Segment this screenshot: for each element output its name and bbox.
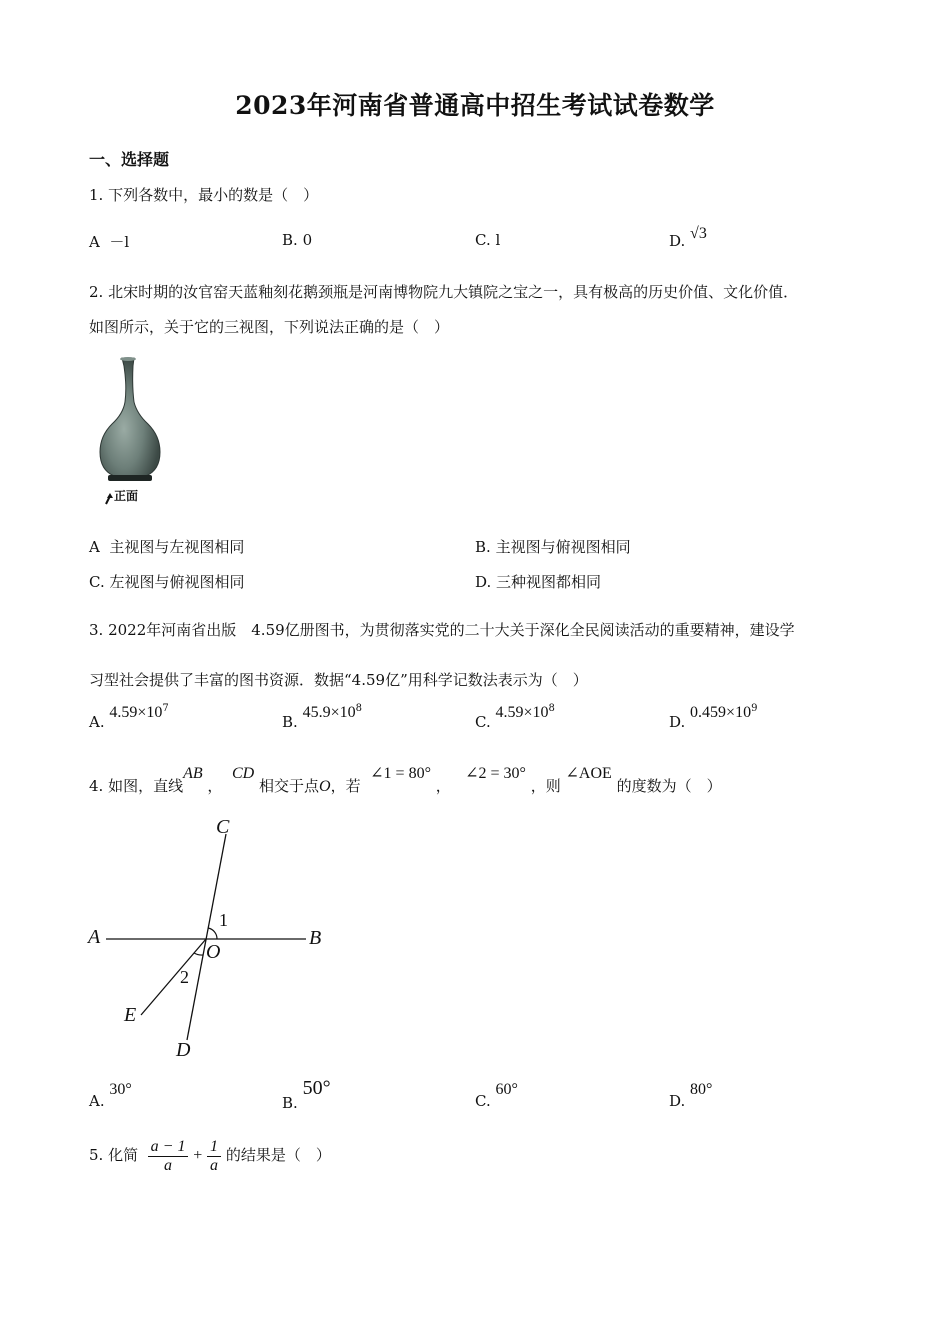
q4-text: ，则 (530, 777, 561, 795)
q2-option-d (475, 571, 601, 592)
option-value: l (495, 231, 501, 249)
q3-option-a (89, 703, 169, 731)
option-label: A (89, 233, 100, 251)
q3-option-b (282, 703, 362, 731)
option-exponent: 8 (355, 703, 362, 714)
q2-option-a (89, 536, 244, 557)
q4-line-cd: CD (231, 765, 255, 782)
q4-line-ab: AB (183, 765, 203, 782)
option-exponent: 8 (548, 703, 555, 714)
vase-illustration (96, 356, 166, 506)
fraction-2 (207, 1138, 221, 1174)
question-4-stem (89, 762, 722, 795)
option-label: C. (89, 573, 105, 591)
page-title: 2023年河南省普通高中招生考试试卷数学 (235, 91, 715, 120)
option-value: 80° (690, 1081, 713, 1098)
fraction-2-numerator: 1 (207, 1138, 221, 1157)
option-label: A. (89, 713, 105, 731)
question-2-line-2: 如图所示，关于它的三视图，下列说法正确的是（ ） (89, 318, 450, 336)
angle-1-arc (208, 928, 217, 939)
plus-sign: + (193, 1147, 203, 1165)
option-label: B. (475, 538, 491, 556)
option-label: B. (282, 713, 298, 731)
fraction-2-denominator: a (210, 1156, 219, 1174)
label-b: B (309, 927, 322, 949)
angle-2-arc (194, 953, 203, 955)
option-exponent: 9 (751, 703, 758, 714)
label-c: C (216, 816, 230, 838)
question-5-stem (89, 1138, 331, 1174)
option-label: C. (475, 231, 491, 249)
option-base: 45.9×10 (302, 704, 356, 721)
q4-suffix: 的度数为（ ） (616, 777, 722, 795)
option-label: B. (282, 231, 298, 249)
fraction-1 (148, 1138, 189, 1174)
option-base: 4.59×10 (109, 704, 163, 721)
question-3-line-1: 3. 2022年河南省出版 4.59亿册图书，为贯彻落实党的二十大关于深化全民阅读活动的重要精神，建设学 (89, 621, 795, 639)
q4-angle-1: ∠1 = 80° (370, 765, 431, 782)
q2-option-c (89, 571, 245, 592)
q4-text: ，若 (330, 777, 361, 795)
q4-option-a (89, 1080, 132, 1110)
option-label: A. (89, 1092, 105, 1110)
option-value: 60° (495, 1081, 518, 1098)
label-o: O (206, 941, 221, 963)
option-value: 左视图与俯视图相同 (109, 573, 245, 591)
label-angle-2: 2 (180, 967, 189, 987)
option-value: 主视图与左视图相同 (109, 538, 245, 556)
option-exponent: 7 (162, 703, 169, 714)
q4-prefix: 4. 如图，直线 (89, 777, 184, 795)
option-base: 0.459×10 (690, 704, 752, 721)
option-base: 4.59×10 (495, 704, 549, 721)
q4-option-c (475, 1080, 518, 1110)
option-label: A (89, 538, 100, 556)
q4-option-d (669, 1080, 713, 1110)
option-value: 三种视图都相同 (496, 573, 602, 591)
option-value: 0 (302, 231, 313, 249)
q1-option-d (669, 224, 707, 250)
geometry-lines (80, 810, 340, 1070)
question-2-line-1: 2. 北宋时期的汝官窑天蓝釉刻花鹅颈瓶是河南博物院九大镇院之宝之一，具有极高的历史价值、文化价值． (89, 283, 799, 301)
q4-point: O (319, 778, 331, 795)
q4-sep: ， (435, 777, 451, 795)
ray-oe (141, 939, 206, 1015)
q4-text: 相交于点 (259, 777, 320, 795)
option-label: D. (669, 1092, 686, 1110)
q3-option-d (669, 703, 758, 731)
q3-option-c (475, 703, 555, 731)
question-3-line-2: 习型社会提供了丰富的图书资源．数据“4.59亿”用科学记数法表示为（ ） (89, 671, 588, 689)
q1-option-c (475, 231, 500, 249)
option-label: B. (282, 1094, 298, 1112)
section-heading: 一、选择题 (89, 150, 170, 169)
option-value: √3 (690, 225, 707, 242)
vase-image (96, 356, 166, 506)
label-a: A (88, 926, 101, 948)
q4-sep: ， (207, 777, 223, 795)
label-d: D (176, 1039, 191, 1061)
q5-suffix: 的结果是（ ） (225, 1146, 331, 1165)
label-e: E (124, 1004, 137, 1026)
option-value: －l (109, 233, 130, 251)
label-angle-1: 1 (219, 910, 228, 930)
fraction-1-denominator: a (164, 1156, 173, 1174)
option-value: 50° (302, 1077, 331, 1099)
q4-target-angle: ∠AOE (565, 765, 612, 782)
geometry-figure (80, 810, 340, 1070)
q1-option-a (89, 231, 129, 252)
q4-option-b (282, 1077, 331, 1112)
option-label: D. (475, 573, 492, 591)
q1-option-b (282, 231, 312, 249)
q5-prefix: 5. 化简 (89, 1146, 139, 1165)
option-value: 30° (109, 1081, 132, 1098)
option-label: C. (475, 713, 491, 731)
vase-caption: 正面 (114, 489, 139, 503)
option-value: 主视图与俯视图相同 (495, 538, 631, 556)
option-label: D. (669, 713, 686, 731)
line-cd (187, 834, 226, 1040)
question-1-stem: 1. 下列各数中，最小的数是（ ） (89, 186, 319, 204)
option-label: D. (669, 232, 686, 250)
q4-angle-2: ∠2 = 30° (465, 765, 526, 782)
fraction-1-numerator: a − 1 (148, 1138, 189, 1157)
q2-option-b (475, 536, 631, 557)
option-label: C. (475, 1092, 491, 1110)
